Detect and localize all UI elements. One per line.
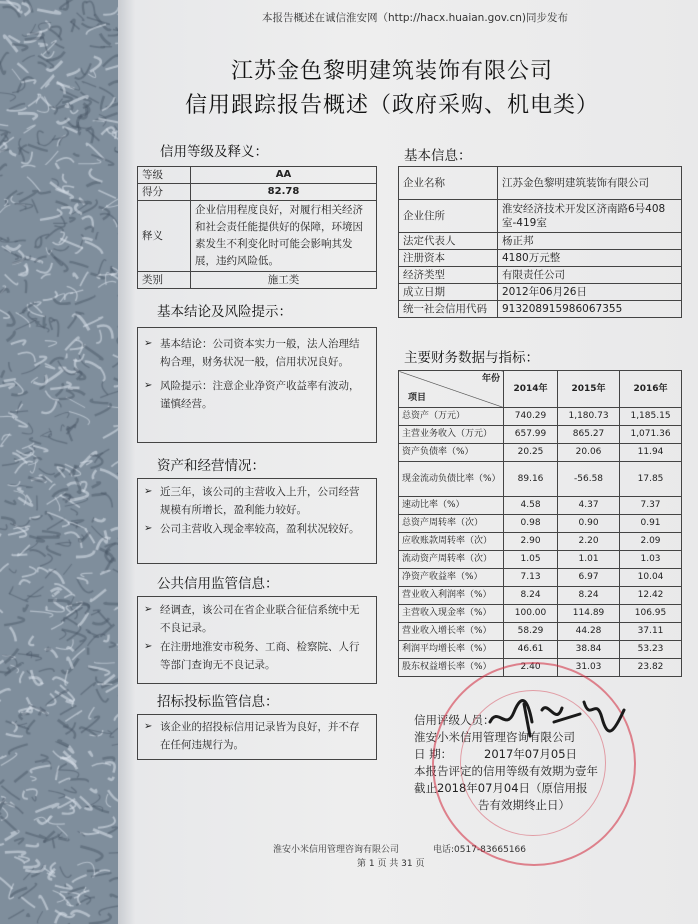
finance-value: 10.04	[620, 569, 682, 587]
basic-value: 杨正邦	[498, 233, 682, 250]
risk-item: ➢ 风险提示：注意企业净资产收益率有波动，谨慎经营。	[140, 377, 368, 413]
finance-row-label: 总资产周转率（次）	[399, 515, 504, 533]
finance-row-label: 股东权益增长率（%）	[399, 659, 504, 677]
finance-value: 1.03	[620, 551, 682, 569]
finance-value: 740.29	[504, 408, 558, 426]
finance-heading: 主要财务数据与指标：	[404, 350, 539, 366]
conclusion-item: ➢ 基本结论：公司资本实力一般，法人治理结构合理，财务状况一般，信用状况良好。	[140, 335, 368, 371]
finance-value: 11.94	[620, 444, 682, 462]
operation-item: ➢ 近三年，该公司的主营收入上升，公司经营规模有所增长，盈利能力较好。	[140, 483, 368, 519]
finance-row	[399, 533, 682, 551]
finance-value: 1.01	[558, 551, 620, 569]
grade-row-score	[138, 184, 377, 201]
finance-value: 0.98	[504, 515, 558, 533]
footer-page-number: 第 1 页 共 31 页	[357, 859, 425, 869]
public-credit-item: ➢ 在注册地淮安市税务、工商、检察院、人行等部门查询无不良记录。	[140, 638, 368, 674]
level-label: 等级	[138, 167, 191, 184]
finance-value: 58.29	[504, 623, 558, 641]
basic-row	[399, 250, 682, 267]
finance-row-label: 应收账款周转率（次）	[399, 533, 504, 551]
finance-value: 1.05	[504, 551, 558, 569]
meaning-text: 企业信用程度良好，对履行相关经济和社会责任能提供好的保障，环境因素发生不利变化时可能会影响其发展，违约风险低。	[191, 201, 377, 272]
grade-row-level	[138, 167, 377, 184]
finance-value: 44.28	[558, 623, 620, 641]
basic-row	[399, 284, 682, 301]
finance-value: 4.58	[504, 497, 558, 515]
finance-value: 1,180.73	[558, 408, 620, 426]
public-credit-heading: 公共信用监管信息：	[157, 576, 279, 592]
finance-table	[398, 370, 682, 677]
validity-line: 告有效期终止日）	[478, 798, 570, 812]
corner-year-label: 年份	[481, 374, 500, 384]
basic-value: 4180万元整	[498, 250, 682, 267]
finance-row-label: 速动比率（%）	[399, 497, 504, 515]
finance-value: 106.95	[620, 605, 682, 623]
finance-value: 7.37	[620, 497, 682, 515]
finance-row	[399, 569, 682, 587]
bidding-heading: 招标投标监管信息：	[157, 694, 279, 710]
basic-row	[399, 233, 682, 250]
finance-row-label: 主营业务收入（万元）	[399, 426, 504, 444]
year-header: 2015年	[558, 371, 620, 408]
finance-row-label: 净资产收益率（%）	[399, 569, 504, 587]
category-label: 类别	[138, 272, 191, 289]
finance-corner-cell	[399, 371, 504, 408]
level-value: AA	[191, 167, 377, 184]
finance-value: 2.90	[504, 533, 558, 551]
basic-row	[399, 267, 682, 284]
finance-value: 89.16	[504, 462, 558, 497]
finance-value: 4.37	[558, 497, 620, 515]
basic-row	[399, 301, 682, 318]
finance-row	[399, 551, 682, 569]
finance-value: 12.42	[620, 587, 682, 605]
footer-company: 淮安小米信用管理咨询有限公司	[273, 845, 400, 855]
finance-value: 100.00	[504, 605, 558, 623]
finance-value: 0.90	[558, 515, 620, 533]
finance-value: 6.97	[558, 569, 620, 587]
meaning-label: 释义	[138, 201, 191, 272]
finance-row-label: 主营收入现金率（%）	[399, 605, 504, 623]
finance-value: 46.61	[504, 641, 558, 659]
basic-row	[399, 200, 682, 233]
finance-row	[399, 462, 682, 497]
basic-value: 有限责任公司	[498, 267, 682, 284]
basic-heading: 基本信息：	[404, 148, 472, 164]
category-value: 施工类	[191, 272, 377, 289]
footer-phone: 电话:0517-83665166	[433, 845, 526, 855]
finance-value: 0.91	[620, 515, 682, 533]
finance-value: 2.20	[558, 533, 620, 551]
finance-row-label: 利润平均增长率（%）	[399, 641, 504, 659]
finance-row	[399, 426, 682, 444]
validity-line: 截止2018年07月04日（原信用报	[414, 781, 588, 795]
bidding-box	[137, 714, 377, 760]
basic-row	[399, 167, 682, 200]
basic-label: 注册资本	[399, 250, 498, 267]
basic-value: 淮安经济技术开发区济南路6号408室-419室	[498, 200, 682, 233]
finance-value: -56.58	[558, 462, 620, 497]
basic-label: 经济类型	[399, 267, 498, 284]
report-date: 2017年07月05日	[484, 747, 578, 761]
finance-row-label: 总资产（万元）	[399, 408, 504, 426]
handwritten-signature	[484, 692, 634, 742]
basic-label: 企业住所	[399, 200, 498, 233]
report-title-company: 江苏金色黎明建筑装饰有限公司	[230, 59, 553, 84]
finance-row-label: 现金流动负债比率（%）	[399, 462, 504, 497]
basic-value: 913208915986067355	[498, 301, 682, 318]
score-value: 82.78	[191, 184, 377, 201]
header-note: 本报告概述在诚信淮安网（http://hacx.huaian.gov.cn)同步发布	[262, 12, 569, 24]
grade-row-meaning	[138, 201, 377, 272]
date-label: 日 期：	[414, 747, 453, 761]
finance-row	[399, 515, 682, 533]
finance-value: 17.85	[620, 462, 682, 497]
score-label: 得分	[138, 184, 191, 201]
finance-value: 38.84	[558, 641, 620, 659]
basic-label: 法定代表人	[399, 233, 498, 250]
finance-value: 2.40	[504, 659, 558, 677]
finance-value: 114.89	[558, 605, 620, 623]
finance-row	[399, 605, 682, 623]
finance-value: 31.03	[558, 659, 620, 677]
basic-label: 成立日期	[399, 284, 498, 301]
basic-label: 统一社会信用代码	[399, 301, 498, 318]
finance-row	[399, 659, 682, 677]
finance-row	[399, 408, 682, 426]
year-header: 2016年	[620, 371, 682, 408]
public-credit-box	[137, 596, 377, 684]
finance-value: 37.11	[620, 623, 682, 641]
basic-value: 2012年06月26日	[498, 284, 682, 301]
basic-value: 江苏金色黎明建筑装饰有限公司	[498, 167, 682, 200]
operation-box	[137, 478, 377, 564]
finance-value: 2.09	[620, 533, 682, 551]
finance-value: 865.27	[558, 426, 620, 444]
validity-line: 本报告评定的信用等级有效期为壹年	[414, 764, 598, 778]
grade-heading: 信用等级及释义：	[160, 144, 268, 160]
finance-row-label: 资产负债率（%）	[399, 444, 504, 462]
finance-value: 8.24	[558, 587, 620, 605]
finance-value: 20.25	[504, 444, 558, 462]
grade-table	[137, 166, 377, 289]
finance-row	[399, 641, 682, 659]
finance-row	[399, 623, 682, 641]
finance-value: 20.06	[558, 444, 620, 462]
finance-value: 657.99	[504, 426, 558, 444]
finance-row	[399, 587, 682, 605]
finance-value: 1,185.15	[620, 408, 682, 426]
grade-row-category	[138, 272, 377, 289]
public-credit-item: ➢ 经调查，该公司在省企业联合征信系统中无不良记录。	[140, 601, 368, 637]
finance-row-label: 营业收入利润率（%）	[399, 587, 504, 605]
finance-value: 23.82	[620, 659, 682, 677]
finance-row	[399, 444, 682, 462]
operation-heading: 资产和经营情况：	[157, 458, 265, 474]
finance-value: 1,071.36	[620, 426, 682, 444]
agency-name: 淮安小米信用管理咨询有限公司	[414, 730, 575, 744]
corner-item-label: 项目	[408, 393, 427, 403]
finance-value: 53.23	[620, 641, 682, 659]
finance-value: 7.13	[504, 569, 558, 587]
conclusion-box	[137, 327, 377, 443]
conclusion-heading: 基本结论及风险提示：	[157, 304, 292, 320]
finance-row-label: 流动资产周转率（次）	[399, 551, 504, 569]
finance-value: 8.24	[504, 587, 558, 605]
bidding-item: ➢ 该企业的招投标信用记录皆为良好，并不存在任何违规行为。	[140, 718, 368, 754]
finance-row	[399, 497, 682, 515]
basic-label: 企业名称	[399, 167, 498, 200]
report-title-subject: 信用跟踪报告概述（政府采购、机电类）	[184, 93, 599, 118]
basic-info-table	[398, 166, 682, 318]
finance-header-row	[399, 371, 682, 408]
year-header: 2014年	[504, 371, 558, 408]
operation-item: ➢ 公司主营收入现金率较高，盈利状况较好。	[140, 520, 368, 538]
analyst-label: 信用评级人员：	[414, 713, 495, 727]
finance-row-label: 营业收入增长率（%）	[399, 623, 504, 641]
